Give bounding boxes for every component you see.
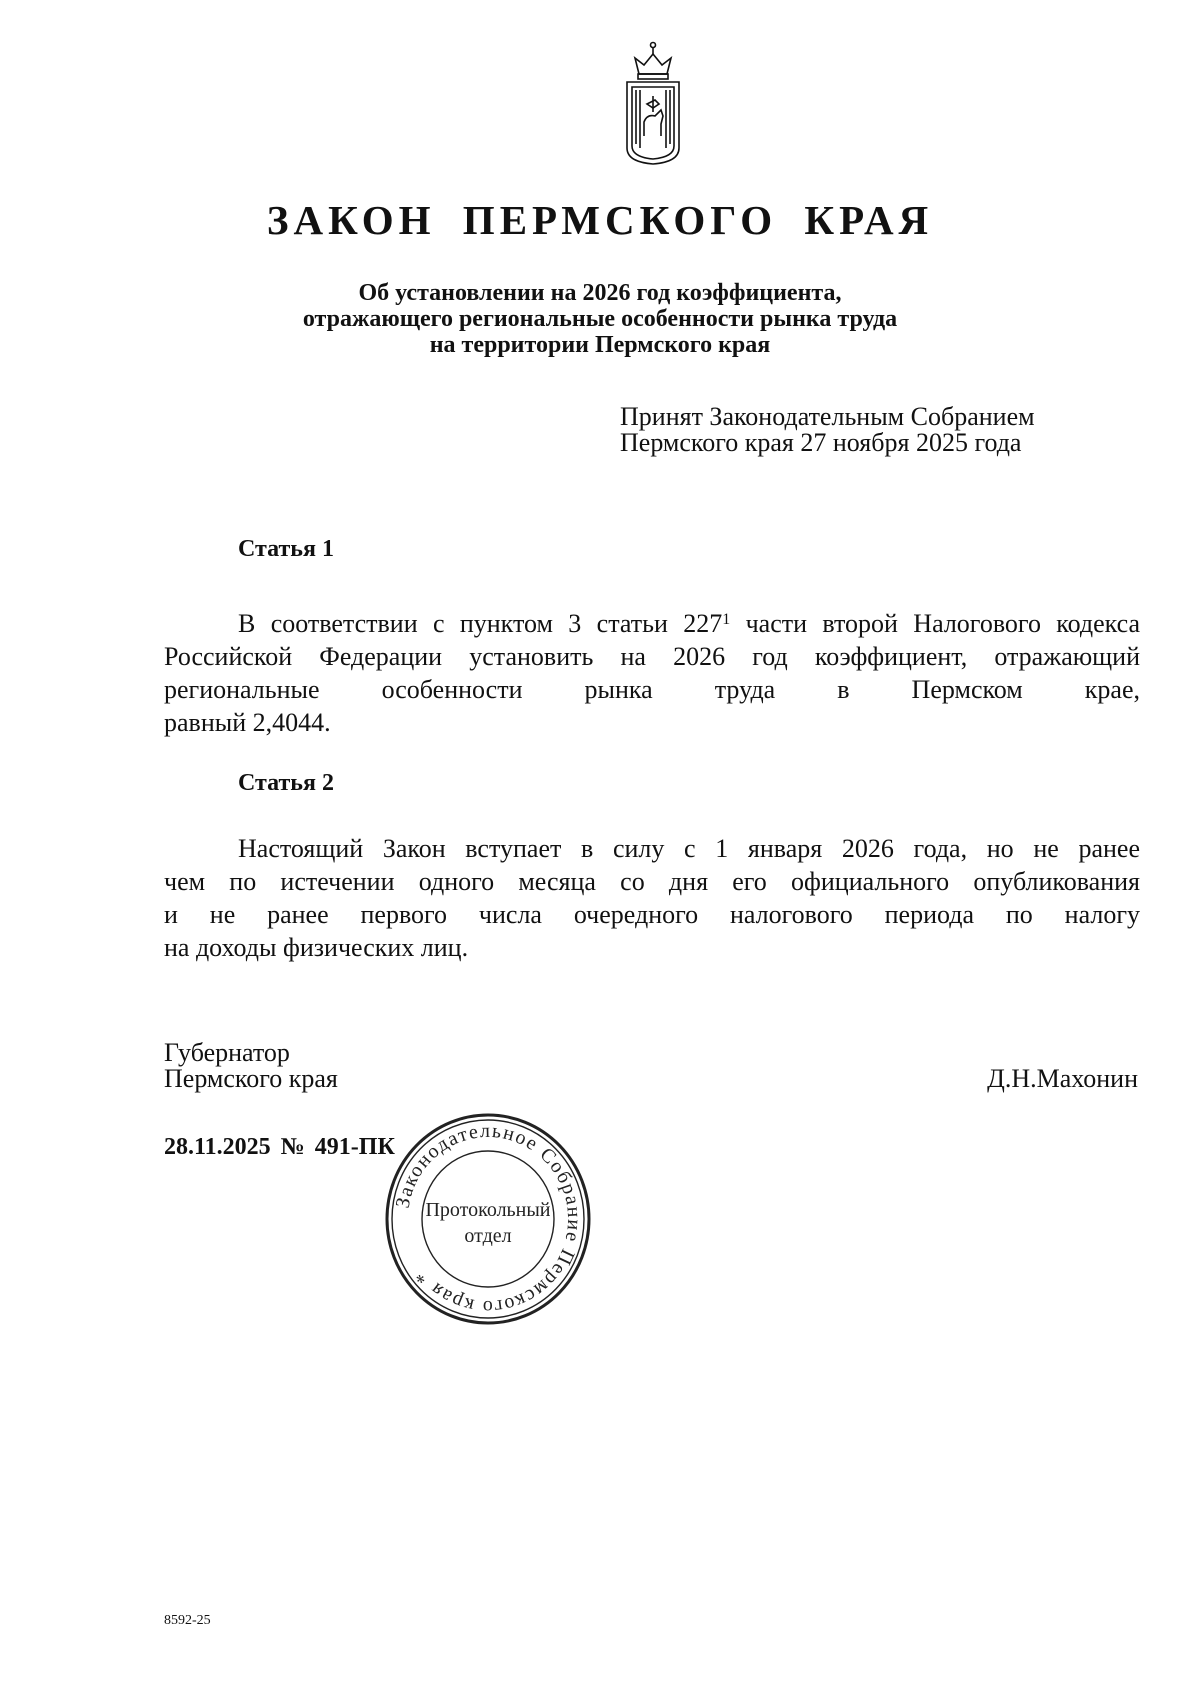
article-1-heading: Статья 1 xyxy=(238,536,334,562)
document-code: 8592-25 xyxy=(164,1613,211,1628)
subtitle-line: отражающего региональные особенности рынка труда xyxy=(302,306,898,332)
article-2-heading: Статья 2 xyxy=(238,770,334,796)
article-2-text xyxy=(164,832,1140,964)
adoption-line: Принят Законодательным Собранием xyxy=(620,402,1035,431)
stamp-ring-text: Законодательное Собрание Пермского края * xyxy=(391,1119,586,1319)
article-1-line: Российской Федерации установить на 2026 год коэффициент, отражающий xyxy=(164,642,1140,671)
governor-name: Д.Н.Махонин xyxy=(987,1064,1138,1093)
superscript-number: 1 xyxy=(722,611,731,628)
adoption-line: Пермского края 27 ноября 2025 года xyxy=(620,428,1022,457)
perm-krai-coat-of-arms-icon xyxy=(625,40,681,166)
article-1-line: региональные особенности рынка труда в Пермском крае, xyxy=(164,675,1140,704)
article-1-text xyxy=(164,607,1140,739)
governor-position-line: Пермского края xyxy=(164,1064,338,1093)
governor-position xyxy=(164,1040,338,1092)
article-2-line: Настоящий Закон вступает в силу с 1 января 2026 года, но не ранее xyxy=(238,834,1140,863)
law-date-number: 28.11.2025 № 491-ПК xyxy=(164,1134,395,1160)
article-2-line: на доходы физических лиц. xyxy=(164,933,469,962)
article-1-line-text: В соответствии с пунктом 3 статьи 227 xyxy=(238,609,723,638)
adoption-note xyxy=(620,404,1035,456)
article-2-line: чем по истечении одного месяца со дня его официального опубликования xyxy=(164,867,1140,896)
article-1-line xyxy=(164,607,1140,640)
stamp-center-line: Протокольный xyxy=(425,1199,551,1221)
article-2-line: и не ранее первого числа очередного налогового периода по налогу xyxy=(164,900,1140,929)
article-1-line: равный 2,4044. xyxy=(164,708,331,737)
law-subtitle xyxy=(250,280,950,358)
official-stamp-icon xyxy=(384,1112,592,1326)
subtitle-line: на территории Пермского края xyxy=(429,332,771,358)
stamp-center-line: отдел xyxy=(464,1225,512,1247)
article-1-line-text: части второй Налогового кодекса xyxy=(730,609,1141,638)
law-title: ЗАКОН ПЕРМСКОГО КРАЯ xyxy=(266,197,934,243)
governor-position-line: Губернатор xyxy=(164,1038,290,1067)
subtitle-line: Об установлении на 2026 год коэффициента, xyxy=(358,280,842,306)
